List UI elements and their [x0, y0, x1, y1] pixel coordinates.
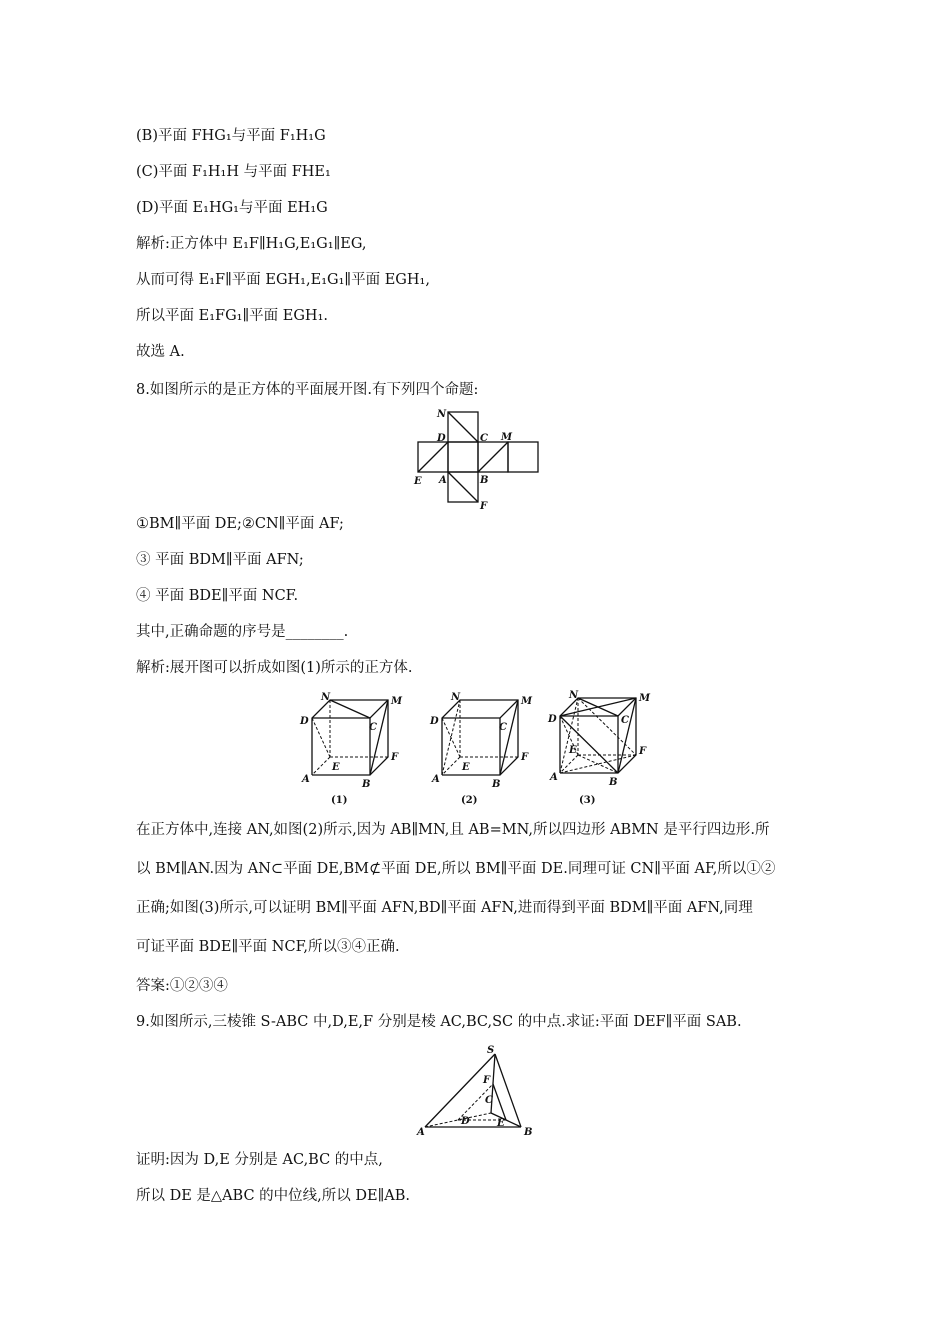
analysis-line-2: 从而可得 E₁F∥平面 EGH₁,E₁G₁∥平面 EGH₁, [136, 272, 430, 288]
pyramid-label-e: E [497, 1118, 505, 1129]
cube2-label-f: F [521, 752, 529, 763]
cube2-caption: (2) [461, 795, 478, 806]
cube1-label-f: F [391, 752, 399, 763]
cube1-label-d: D [300, 716, 309, 727]
proposition-4: ④ 平面 BDE∥平面 NCF. [136, 588, 299, 604]
cube1-label-a: A [302, 774, 310, 785]
net-label-f: F [480, 501, 488, 512]
cube2-label-a: A [432, 774, 440, 785]
cube3-caption: (3) [579, 795, 596, 806]
cube2-label-n: N [451, 692, 461, 703]
analysis-8-line-3: 以 BM∥AN.因为 AN⊂平面 DE,BM⊄平面 DE,所以 BM∥平面 DE.同理可证 CN∥平面 AF,所以①② [136, 861, 776, 877]
cube2-label-c: C [499, 722, 507, 733]
pyramid-label-d: D [461, 1116, 470, 1127]
pyramid-label-f: F [483, 1075, 491, 1086]
cube2-label-d: D [430, 716, 439, 727]
pyramid-label-s: S [487, 1045, 495, 1056]
answer-8: 答案:①②③④ [136, 978, 228, 994]
net-label-m: M [501, 432, 513, 443]
cube3-label-m: M [639, 693, 651, 704]
cube2-label-m: M [521, 696, 533, 707]
cube1-label-c: C [369, 722, 377, 733]
net-label-n: N [437, 409, 447, 420]
cube3-label-d: D [548, 714, 557, 725]
proposition-1-2: ①BM∥平面 DE;②CN∥平面 AF; [136, 516, 344, 532]
cube2-label-e: E [462, 762, 470, 773]
option-d: (D)平面 E₁HG₁与平面 EH₁G [136, 200, 328, 216]
cube1-label-e: E [332, 762, 340, 773]
analysis-line-3: 所以平面 E₁FG₁∥平面 EGH₁. [136, 308, 329, 324]
cube1-label-n: N [321, 692, 331, 703]
cube3-label-c: C [621, 715, 629, 726]
cube1-caption: (1) [331, 795, 348, 806]
cube-figure-1 [296, 690, 406, 810]
option-b: (B)平面 FHG₁与平面 F₁H₁G [136, 128, 326, 144]
analysis-8-line-1: 解析:展开图可以折成如图(1)所示的正方体. [136, 660, 413, 676]
pyramid-label-b: B [524, 1127, 533, 1138]
cube3-label-e: E [569, 745, 577, 756]
fill-blank: 其中,正确命题的序号是________. [136, 624, 349, 640]
net-label-a: A [439, 475, 447, 486]
analysis-line-1: 解析:正方体中 E₁F∥H₁G,E₁G₁∥EG, [136, 236, 367, 252]
cube-figure-3 [546, 690, 656, 810]
proposition-3: ③ 平面 BDM∥平面 AFN; [136, 552, 304, 568]
net-label-c: C [480, 433, 488, 444]
option-c: (C)平面 F₁H₁H 与平面 FHE₁ [136, 164, 331, 180]
answer-choice: 故选 A. [136, 344, 185, 360]
cube1-label-b: B [362, 779, 371, 790]
net-label-d: D [437, 433, 446, 444]
cube3-label-n: N [569, 690, 579, 701]
cube-figure-2 [426, 690, 536, 810]
cube3-label-f: F [639, 746, 647, 757]
pyramid-figure [415, 1043, 540, 1138]
analysis-8-line-4: 正确;如图(3)所示,可以证明 BM∥平面 AFN,BD∥平面 AFN,进而得到平面 BDM∥平面 AFN,同理 [136, 900, 753, 916]
cube1-label-m: M [391, 696, 403, 707]
cube-net-figure [405, 405, 545, 515]
cube3-label-a: A [550, 772, 558, 783]
net-label-e: E [414, 476, 422, 487]
cube3-label-b: B [609, 777, 618, 788]
analysis-8-line-2: 在正方体中,连接 AN,如图(2)所示,因为 AB∥MN,且 AB=MN,所以四边形 ABMN 是平行四边形.所 [136, 822, 770, 838]
analysis-8-line-5: 可证平面 BDE∥平面 NCF,所以③④正确. [136, 939, 400, 955]
proof-line-2: 所以 DE 是△ABC 的中位线,所以 DE∥AB. [136, 1188, 411, 1204]
net-label-b: B [480, 475, 489, 486]
proof-line-1: 证明:因为 D,E 分别是 AC,BC 的中点, [136, 1152, 383, 1168]
question-9: 9.如图所示,三棱锥 S-ABC 中,D,E,F 分别是棱 AC,BC,SC 的中点.求证:平面 DEF∥平面 SAB. [136, 1014, 742, 1030]
cube2-label-b: B [492, 779, 501, 790]
pyramid-label-c: C [485, 1095, 493, 1106]
question-8: 8.如图所示的是正方体的平面展开图.有下列四个命题: [136, 382, 479, 398]
pyramid-label-a: A [417, 1127, 425, 1138]
